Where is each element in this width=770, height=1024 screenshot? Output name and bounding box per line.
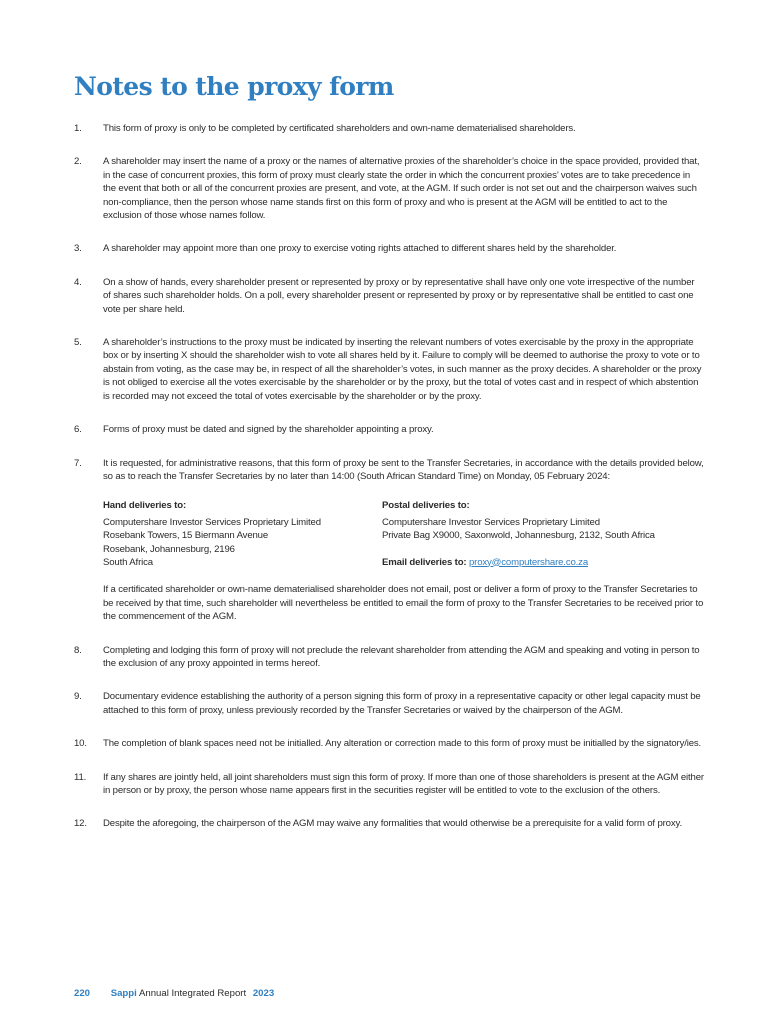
note-text: A shareholder may insert the name of a proxy or the names of alternative proxies of the shareholder’s choice in the space provided, provided that, in the case of concurrent proxies, this form of proxy must clearly state the order in which the concurrent proxies’ votes are to take precedence in the event that both or all of the concurrent proxies are present, and vote, at the AGM. If such order is not set out and the chairperson waives such non-compliance, then the person whose name stands first on this form of proxy and who is present at the AGM will be entitled to act to the exclusion of those whose names follow.: [103, 156, 700, 222]
note-text: Documentary evidence establishing the authority of a person signing this form of proxy in a representative capacity or other legal capacity must be attached to this form of proxy, unless previously recorded by the Transfer Secretaries or waived by the chairperson of the AGM.: [103, 691, 701, 716]
address-line: Computershare Investor Services Proprietary Limited: [103, 516, 321, 528]
address-line: South Africa: [103, 556, 153, 568]
note-item: [74, 276, 704, 316]
hand-deliveries: [103, 499, 382, 569]
note-text: Despite the aforegoing, the chairperson of the AGM may waive any formalities that would otherwise be a prerequisite for a valid form of proxy.: [103, 818, 682, 830]
note-text: A shareholder may appoint more than one proxy to exercise voting rights attached to different shares held by the shareholder.: [103, 243, 617, 255]
note-number: 2.: [74, 156, 82, 168]
note-number: 5.: [74, 337, 82, 349]
note-item: [74, 155, 704, 222]
email-label: Email deliveries to:: [382, 556, 467, 568]
postal-deliveries: [382, 499, 661, 569]
note-item: [74, 336, 704, 403]
note-item: [74, 242, 704, 255]
note-number: 1.: [74, 123, 82, 134]
report-title: Annual Integrated Report: [138, 988, 247, 999]
address-line: Rosebank Towers, 15 Biermann Avenue: [103, 530, 269, 542]
note-number: 7.: [74, 457, 82, 469]
address-line: Private Bag X9000, Saxonwold, Johannesburg, 2132, South Africa: [382, 530, 655, 542]
report-year: 2023: [252, 988, 275, 999]
note-number: 11.: [74, 771, 87, 783]
email-deliveries: [382, 556, 661, 569]
note-text: On a show of hands, every shareholder present or represented by proxy or by representative shall have only one vote irrespective of the number of shares such shareholder holds. On a poll, every shareholder present or represented by proxy or by representative shall be entitled to cast one vote per share held.: [103, 276, 695, 315]
note-followup-text: If a certificated shareholder or own-name dematerialised shareholder does not email, post or deliver a form of proxy to the Transfer Secretaries to be received by that time, such shareholder will nevertheless be entitled to email the form of proxy to the Transfer Secretaries to be received prior to the commencement of the AGM.: [103, 584, 704, 623]
note-item: [74, 423, 704, 436]
note-item: [74, 737, 704, 750]
note-number: 4.: [74, 276, 82, 288]
note-number: 9.: [74, 691, 82, 703]
note-text: Completing and lodging this form of proxy will not preclude the relevant shareholder from attending the AGM and speaking and voting in person to the exclusion of any proxy appointed in terms hereof.: [103, 644, 700, 669]
delivery-details: [103, 499, 704, 569]
note-number: 12.: [74, 818, 87, 830]
note-number: 10.: [74, 738, 87, 750]
note-item: [74, 771, 704, 798]
note-text: It is requested, for administrative reasons, that this form of proxy be sent to the Transfer Secretaries, in accordance with the details provided below, so as to reach the Transfer Secretaries by no later than 14:00 (South African Standard Time) on Monday, 05 February 2024:: [103, 457, 704, 482]
email-link[interactable]: proxy@computershare.co.za: [468, 556, 589, 568]
page-number: 220: [74, 988, 91, 999]
brand-name: Sappi: [110, 988, 137, 999]
note-item: [74, 817, 704, 830]
note-text: Forms of proxy must be dated and signed by the shareholder appointing a proxy.: [103, 424, 434, 436]
note-number: 6.: [74, 424, 82, 436]
note-text: This form of proxy is only to be completed by certificated shareholders and own-name dematerialised shareholders.: [103, 123, 576, 134]
address-line: Rosebank, Johannesburg, 2196: [103, 543, 235, 555]
address-line: Computershare Investor Services Proprietary Limited: [382, 516, 600, 528]
note-text: The completion of blank spaces need not be initialled. Any alteration or correction made to this form of proxy must be initialled by the signatory/ies.: [103, 738, 702, 750]
note-item: [74, 644, 704, 671]
note-number: 8.: [74, 644, 82, 656]
note-item: [74, 122, 704, 135]
postal-deliveries-heading: Postal deliveries to:: [382, 500, 470, 512]
note-text: If any shares are jointly held, all joint shareholders must sign this form of proxy. If more than one of those shareholders is present at the AGM either in person or by proxy, the person whose name appears first in the securities register will be entitled to vote to the exclusion of the others.: [103, 771, 704, 796]
notes-list: [74, 122, 704, 851]
note-number: 3.: [74, 243, 82, 255]
note-text: A shareholder’s instructions to the proxy must be indicated by inserting the relevant numbers of votes exercisable by the proxy in the appropriate box or by inserting X should the shareholder wish to vote all shares held by it. Failure to comply will be deemed to authorise the proxy to vote or to abstain from voting, as the case may be, in respect of all the shareholder’s votes, in such manner as the proxy decides. A shareholder or the proxy is not obliged to exercise all the votes exercisable by the shareholder or by the proxy, but the total of votes cast and in respect of which abstention is recorded may not exceed the total of votes exercisable by the shareholder or by the proxy.: [103, 337, 702, 402]
page-title: Notes to the proxy form: [74, 72, 394, 101]
note-item: [74, 690, 704, 717]
page-footer: [74, 988, 274, 999]
hand-deliveries-heading: Hand deliveries to:: [103, 500, 186, 512]
note-item-delivery: [74, 457, 704, 624]
